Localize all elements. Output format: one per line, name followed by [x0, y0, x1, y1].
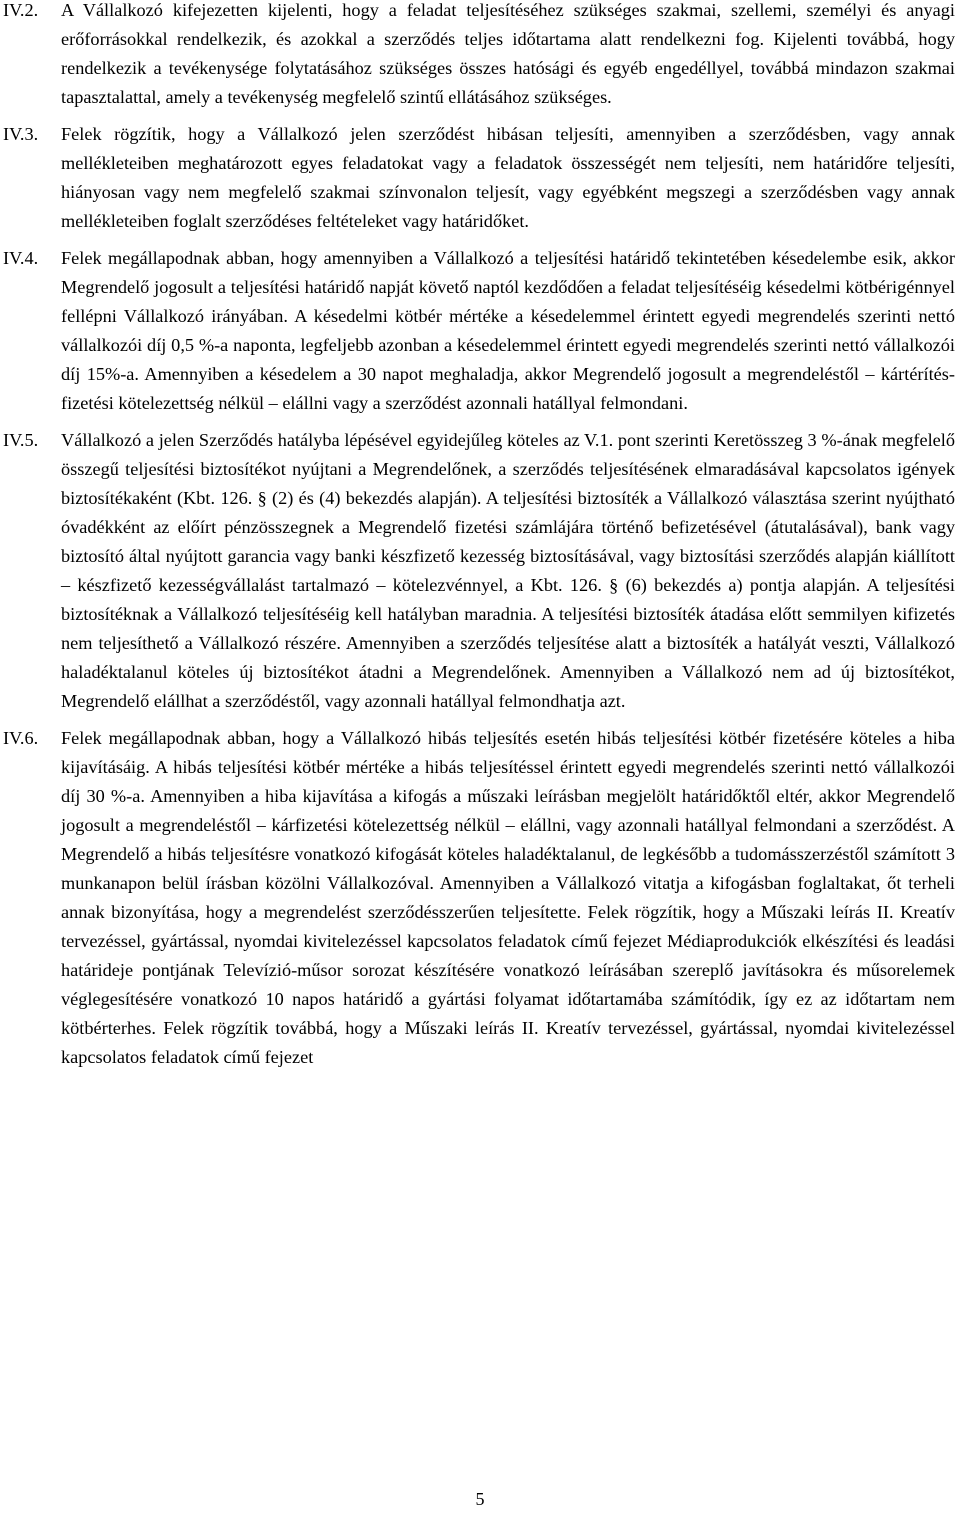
section-number: IV.5. [3, 430, 39, 450]
section-number: IV.6. [3, 728, 39, 748]
section-iv-2 [3, 0, 955, 112]
section-text: Felek megállapodnak abban, hogy a Vállalkozó hibás teljesítés esetén hibás teljesítési kötbér fizetésére köteles a hiba kijavításáig. A hibás teljesítési kötbér mértéke a hibás teljesítéssel érintett egyedi megrendelés szerinti nettó vállalkozói díj 30 %-a. Amennyiben a hiba kijavítása a kifogás a műszaki leírásban megjelölt határidőktől eltér, akkor Megrendelő jogosult a megrendeléstől – kárfizetési kötelezettség nélkül – elállni, vagy azonnali hatállyal felmondani a szerződést. A Megrendelő a hibás teljesítésre vonatkozó kifogását köteles haladéktalanul, de legkésőbb a tudomásszerzéstől számított 3 munkanapon belül írásban közölni Vállalkozóval. Amennyiben a Vállalkozó vitatja a kifogásban foglaltakat, őt terheli annak bizonyítása, hogy a megrendelést szerződésszerűen teljesítette. Felek rögzítik, hogy a Műszaki leírás II. Kreatív tervezéssel, gyártással, nyomdai kivitelezéssel kapcsolatos feladatok című fejezet Médiaprodukciók elkészítési és leadási határideje pontjának Televízió-műsor sorozat készítésére vonatkozó leírásában szereplő javításokra és műsorelemek véglegesítésére vonatkozó 10 napos határidő a gyártási folyamat időtartamába számítódik, így ez az időtartam nem kötbérterhes. Felek rögzítik továbbá, hogy a Műszaki leírás II. Kreatív tervezéssel, gyártással, nyomdai kivitelezéssel kapcsolatos feladatok című fejezet [61, 728, 955, 1067]
section-number: IV.4. [3, 248, 39, 268]
page-number: 5 [475, 1489, 485, 1509]
section-number: IV.2. [3, 0, 39, 20]
section-number: IV.3. [3, 124, 39, 144]
section-text: A Vállalkozó kifejezetten kijelenti, hogy a feladat teljesítéséhez szükséges szakmai, szellemi, személyi és anyagi erőforrásokkal rendelkezik, és azokkal a szerződés teljes időtartama alatt rendelkezni fog. Kijelenti továbbá, hogy rendelkezik a tevékenysége folytatásához szükséges összes hatósági és egyéb engedéllyel, továbbá mindazon szakmai tapasztalattal, amely a tevékenység megfelelő szintű ellátásához szükséges. [61, 0, 955, 107]
section-iv-5 [3, 426, 955, 716]
section-iv-4 [3, 244, 955, 418]
section-text: Felek megállapodnak abban, hogy amennyiben a Vállalkozó a teljesítési határidő tekintetében késedelembe esik, akkor Megrendelő jogosult a teljesítési határidő napját követő naptól kezdődően a feladat teljesítéséig késedelmi kötbérigénnyel fellépni Vállalkozó irányában. A késedelmi kötbér mértéke a késedelemmel érintett egyedi megrendelés szerinti nettó vállalkozói díj 0,5 %-a naponta, legfeljebb azonban a késedelemmel érintett egyedi megrendelés szerinti nettó vállalkozói díj 15%-a. Amennyiben a késedelem a 30 napot meghaladja, akkor Megrendelő jogosult a megrendeléstől – kártérítés-fizetési kötelezettség nélkül – elállni vagy a szerződést azonnali hatállyal felmondani. [61, 248, 955, 413]
section-iv-3 [3, 120, 955, 236]
section-text: Felek rögzítik, hogy a Vállalkozó jelen szerződést hibásan teljesíti, amennyiben a szerződésben, vagy annak mellékleteiben meghatározott egyes feladatokat vagy a feladatok összességét nem teljesíti, nem határidőre teljesíti, hiányosan vagy nem megfelelő szakmai színvonalon teljesít, vagy egyébként megszegi a szerződésben vagy annak mellékleteiben foglalt szerződéses feltételeket vagy határidőket. [61, 124, 955, 231]
section-text: Vállalkozó a jelen Szerződés hatályba lépésével egyidejűleg köteles az V.1. pont szerinti Keretösszeg 3 %-ának megfelelő összegű teljesítési biztosítékot nyújtani a Megrendelőnek, a szerződés teljesítésének elmaradásával kapcsolatos igények biztosítékaként (Kbt. 126. § (2) és (4) bekezdés alapján). A teljesítési biztosíték a Vállalkozó választása szerint nyújtható óvadékként az előírt pénzösszegnek a Megrendelő fizetési számlájára történő befizetésével (átutalásával), bank vagy biztosító által nyújtott garancia vagy banki készfizető kezesség biztosításával, vagy biztosítási szerződés alapján kiállított – készfizető kezességvállalást tartalmazó – kötelezvénnyel, a Kbt. 126. § (6) bekezdés a) pontja alapján. A teljesítési biztosítéknak a Vállalkozó teljesítéséig kell hatályban maradnia. A teljesítési biztosíték átadása előtt semmilyen kifizetés nem teljesíthető a Vállalkozó részére. Amennyiben a szerződés teljesítése alatt a biztosíték a hatályát veszti, Vállalkozó haladéktalanul köteles új biztosítékot átadni a Megrendelőnek. Amennyiben a Vállalkozó nem ad új biztosítékot, Megrendelő elállhat a szerződéstől, vagy azonnali hatállyal felmondhatja azt. [61, 430, 955, 711]
section-iv-6 [3, 724, 955, 1072]
